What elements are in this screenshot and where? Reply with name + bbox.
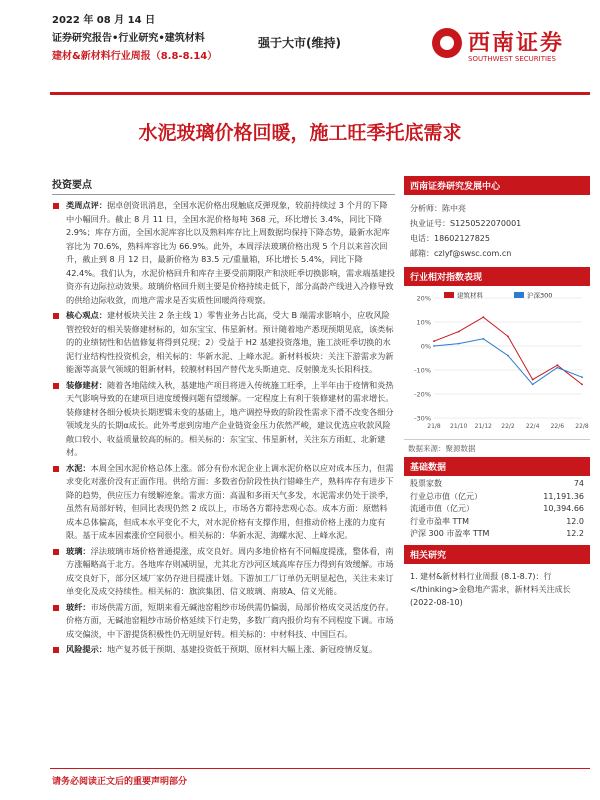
chart-point [458,343,460,345]
report-series: 建材&新材料行业周报（8.8-8.14） [52,51,218,62]
summary-bullet [52,462,395,543]
bullet-text: 地产复苏低于预期、基建投资低于预期、原材料大幅上涨、新冠疫情反复。 [106,644,378,654]
chart-point [482,338,484,340]
related-item[interactable]: 1. 建材&新材料行业周报 (8.1-8.7)：行</thinking>金稳地产需求，新材料关注成长 (2022-08-10) [410,571,571,607]
chart-svg [404,286,590,440]
stats-row [410,503,584,516]
stats-label: 流通市值（亿元） [410,504,474,513]
bullet-square-icon [53,313,59,319]
chart-point [507,355,509,357]
bullet-square-icon [53,647,59,653]
footer-divider [50,768,590,769]
chart-series-line [434,339,582,385]
chart-point [581,376,583,378]
bullet-lead: 装修建材： [66,379,107,390]
stats-value: 12.0 [566,516,584,526]
report-type: 证券研究报告•行业研究•建筑材料 [52,33,205,44]
chart-y-tick-label: 10% [416,318,431,327]
stats-row [410,491,584,504]
footer-disclaimer: 请务必阅读正文后的重要声明部分 [52,777,188,787]
bullet-square-icon [53,549,59,555]
bullet-square-icon [53,383,59,389]
chart-x-tick-label: 22/8 [575,423,589,430]
chart-point [532,384,534,386]
chart-y-tick-label: -10% [414,366,431,375]
chart-point [581,384,583,386]
bullet-lead: 水泥： [66,462,91,473]
summary-bullet [52,309,395,377]
bullet-text: 据卓创资讯消息，全国水泥价格出现触底反弹现象，较前持续过 3 个月的下降中小幅回升。截止 8 月 11 日，全国水泥价格每吨 368 元，环比增长 3.4%，同比下降 2.9%；库存方面，全国水泥库容比以及熟料库存比上周数据均保持下降态势，最新水泥库容比为 70.6%，熟料库容比为 66.9%。此外，本周浮法玻璃价格出现 5 个月以来首次回升，截止到 8 月 12 日，最新价格为 83.5 元/重量箱，环比增长 5.4%，同比下降 42.4%。我们认为，水泥价格回升和库存主要受前期限产和淡旺季切换影响，需求端基建投资亦有边际拉动效果。玻璃价格回升则主要是价格持续走低下，部分高龄产线进入冷修导致的供给边际收敛，而地产需求是否实质性回暖尚待观察。 [66,200,395,305]
bullet-lead: 玻纤： [66,601,91,612]
chart-x-tick-label: 21/12 [474,423,492,430]
header-left [52,12,282,66]
chart-point [433,345,435,347]
chart-series-line [434,317,582,384]
chart-y-tick-label: -30% [414,414,431,423]
chart-x-tick-label: 22/6 [550,423,565,430]
bullet-text: 浮法玻璃市场价格普通提涨，成交良好。周内多地价格有不同幅度提涨，整体看，南方涨幅略高于北方。各地库存则减明显，尤其北方沙河区域高库存压力得到有效缓解。市场成交良好下，部分区域厂家仍存进目提涨计划。下游加工厂订单仍无明显起色，关注未来订单变化及成交持续性。相关标的：旗滨集团、信义玻璃、南玻A、信义光能。 [66,545,394,596]
chart-y-tick-label: 20% [416,294,431,303]
logo-mark-icon [432,28,462,58]
chart-source: 数据来源：聚源数据 [408,444,476,453]
report-date: 2022 年 08 月 14 日 [52,15,156,26]
chart-point [556,364,558,366]
chart-point [458,331,460,333]
stats-heading: 基础数据 [404,457,590,476]
bullet-lead: 核心观点： [66,310,107,320]
chart-x-tick-label: 22/4 [525,423,540,430]
bullet-lead: 玻璃： [66,545,91,556]
header-divider [50,92,590,95]
chart-point [433,340,435,342]
chart-x-tick-label: 21/10 [450,423,468,430]
summary-bullet [52,379,395,460]
analyst-license: 执业证号：S1250522070001 [410,219,522,228]
bullet-square-icon [53,466,59,472]
bullet-text: 市场供需方面，短期来看无碱池窑粗纱市场供需仍偏弱，局部价格成交灵活度仍存。价格方面，无碱池窑粗纱市场价格延续下行走势，多数厂商内报价均有不同程度下调。市场成交偏淡，中下游提货积极性仍无明显好转。相关标的：中材科技、中国巨石。 [66,601,394,639]
chart-legend-swatch [444,292,454,298]
analyst-info [404,195,590,267]
analyst-heading: 西南证券研究发展中心 [404,176,590,195]
bullet-text: 建材板块关注 2 条主线 1）零售业务占比高，受大 B 端需求影响小，应收风险管控较好的相关装修建材标的，如东宝宝、伟星新材。预计随着地产悉现预期见底，该类标的的业绩韧性和估值修复将得到兑现；2）受益于 H2 基建投资落地，施工淡旺季切换的水泥行业结构性投资机会，相关标的：华新水泥、上峰水泥。新材料板块：关注下游需求为新能源等高景气领域的钼新材料，较膜材料国产替代龙头斯迪克、反射膜龙头长阳科技。 [66,310,394,374]
chart-point [482,316,484,318]
stats-value: 74 [573,479,584,488]
stats-row [410,478,584,491]
stats-label: 股票家数 [410,479,442,488]
stats-label: 沪深 300 市盈率 TTM [410,529,490,538]
chart-x-tick-label: 21/8 [427,423,441,430]
summary-list [52,199,395,657]
summary-bullet [52,601,395,642]
bullet-lead: 风险提示： [66,644,107,654]
logo-chinese-name: 西南证券 [468,31,565,56]
analyst-email[interactable]: 邮箱：czlyf@swsc.com.cn [410,249,512,258]
relative-index-chart [404,286,590,440]
bullet-square-icon [53,605,59,611]
summary-bullet [52,643,395,657]
stats-value: 10,394.66 [543,504,584,513]
stats-row [410,516,584,529]
chart-x-tick-label: 22/2 [501,423,515,430]
related-research [404,564,590,615]
bullet-square-icon [53,203,59,209]
related-heading: 相关研究 [404,545,590,564]
investment-summary [52,176,395,659]
sidebar [404,176,590,615]
summary-bullet [52,199,395,307]
chart-legend-label: 建筑材料 [457,291,483,300]
chart-point [532,379,534,381]
chart-y-tick-label: -20% [414,390,431,399]
stats-value: 11,191.36 [543,491,584,501]
chart-y-tick-label: 0% [420,342,431,351]
report-title: 水泥玻璃价格回暖，施工旺季托底需求 [138,122,462,144]
summary-heading: 投资要点 [52,176,395,195]
analyst-name: 分析师：陈中亮 [410,204,466,213]
stats-value: 12.2 [566,529,584,538]
bullet-lead: 类周点评： [66,200,107,210]
company-logo [432,22,582,74]
chart-legend-label: 沪深300 [527,291,553,300]
bullet-text: 本周全国水泥价格总体上涨。部分有份水泥企业上调水泥价格以应对成本压力，但需求变化对涨价没有正面作用。供给方面：多数省份阶段性执行错峰生产，熟料库存有进步下降的趋势，供应压力有缓解迹象。需求方面：高温和多雨天气多发，水泥需求仍处于淡季，虽然有局部好转，但同比表现仍然 2 成以上，市场各方都持悲观心态。成本方面：原燃料成本总体偏高，但成本水平变化不大，对水泥价格有支撑作用，但推动价格上涨的力度有限。基于成本因素涨价空间很小。相关标的：华新水泥、海螺水泥、上峰水泥。 [66,462,394,540]
chart-point [556,367,558,369]
industry-rating: 强于大市(维持) [258,36,341,50]
logo-english-name: SOUTHWEST SECURITIES [468,55,556,63]
stats-row [410,528,584,541]
stats-label: 行业市盈率 TTM [410,516,470,526]
stats-table [404,476,590,545]
summary-bullet [52,545,395,599]
chart-point [507,336,509,338]
chart-heading: 行业相对指数表现 [404,267,590,286]
chart-legend-swatch [514,292,524,298]
stats-label: 行业总市值（亿元） [410,491,482,501]
bullet-text: 随着各地陆续入秋，基建地产项目将进入传统施工旺季，上半年由于疫情和炎热天气影响导致的在建项目进度缓慢问题有望缓解。一定程度上有利于装修建材的需求增长。装修建材各细分板块长期逻辑未变的基础上，地产调控导致的阶段性需求下滑不改变各细分领域龙头的长期α成长。此外考虑到房地产企业链资金压力依然严峻，建议优选应收款风险敞口较小、收益质量较高的标的。相关标的：东宝宝、伟星新材，关注东方雨虹、北新建材。 [66,379,394,457]
analyst-phone: 电话：18602127825 [410,234,490,243]
